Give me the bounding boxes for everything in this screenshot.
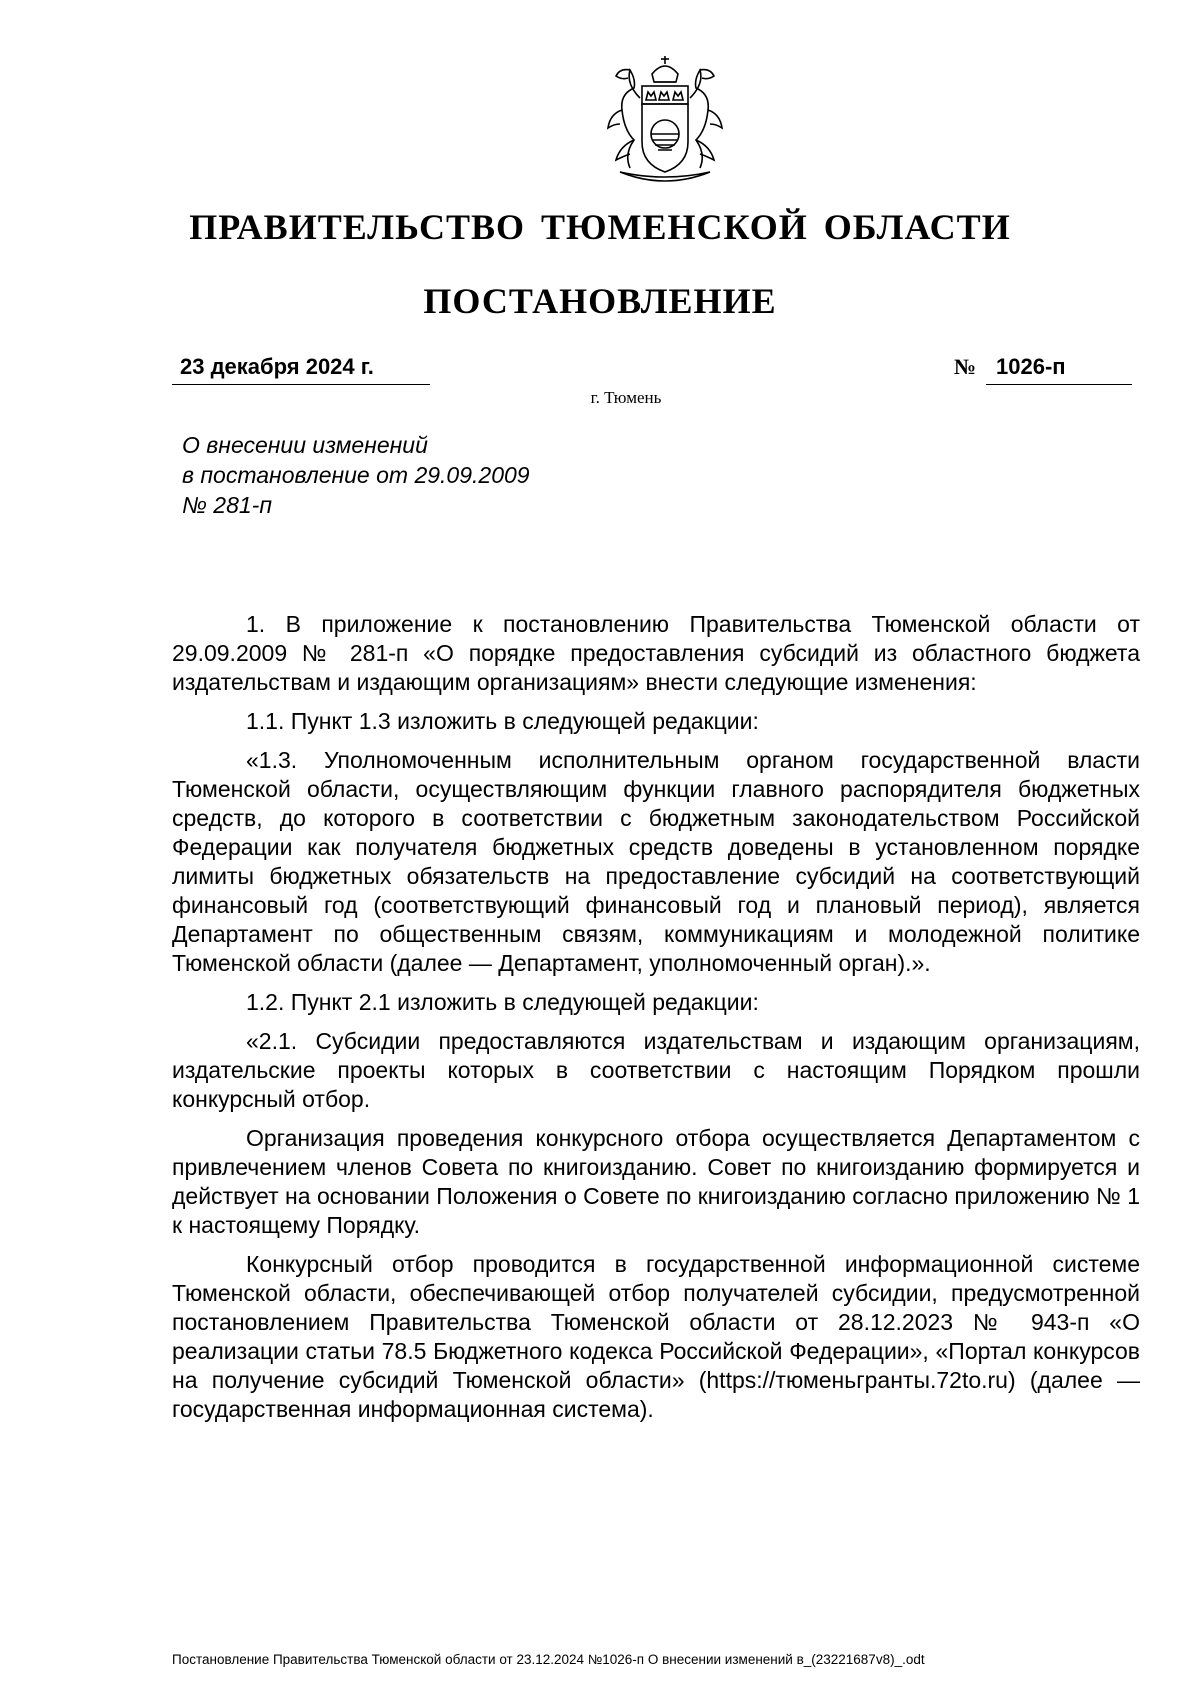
subject-line: О внесении изменений [182,432,428,458]
paragraph: «2.1. Субсидии предоставляются издательствам и издающим организациям, издательские проекты которых в соответствии с настоящим Порядком прошли конкурсный отбор. [172,1028,1140,1112]
document-body [172,610,1140,1434]
document-number: 1026-п [996,354,1066,379]
coat-of-arms-icon [590,54,740,188]
paragraph: Конкурсный отбор проводится в государственной информационной системе Тюменской области, обеспечивающей отбор получателей субсидии, предусмотренной постановлением Правительства Тюменской области от 28.12.2023 № 943-п «О реализации статьи 78.5 Бюджетного кодекса Российской Федерации», «Портал конкурсов на получение субсидий Тюменской области» (https://тюменьгранты.72to.ru) (далее — государственная информационная система). [172,1251,1140,1422]
number-field [986,354,1132,385]
date-field [172,354,430,385]
document-date: 23 декабря 2024 г. [180,354,374,379]
subject-line: № 281-п [182,492,272,518]
document-type: ПОСТАНОВЛЕНИЕ [423,281,777,321]
number-sign: № [954,354,977,379]
city-label: г. Тюмень [590,388,662,407]
government-title: ПРАВИТЕЛЬСТВО ТЮМЕНСКОЙ ОБЛАСТИ [189,207,1011,247]
paragraph: «1.3. Уполномоченным исполнительным органом государственной власти Тюменской области, осуществляющим функции главного распорядителя бюджетных средств, до которого в соответствии с бюджетным законодательством Российской Федерации как получателя бюджетных средств доведены в установленном порядке лимиты бюджетных обязательств на предоставление субсидий на соответствующий финансовый год (соответствующий финансовый год и плановый период), является Департамент по общественным связям, коммуникациям и молодежной политике Тюменской области (далее — Департамент, уполномоченный орган).». [172,747,1140,976]
paragraph: Организация проведения конкурсного отбора осуществляется Департаментом с привлечением членов Совета по книгоизданию. Совет по книгоизданию формируется и действует на основании Положения о Совете по книгоизданию согласно приложению № 1 к настоящему Порядку. [172,1125,1140,1238]
document-subject [182,430,530,520]
paragraph: 1. В приложение к постановлению Правительства Тюменской области от 29.09.2009 № 281-п «О порядке предоставления субсидий из областного бюджета издательствам и издающим организациям» внести следующие изменения: [172,611,1140,695]
paragraph: 1.1. Пункт 1.3 изложить в следующей редакции: [246,708,759,734]
page-footer: Постановление Правительства Тюменской области от 23.12.2024 №1026-п О внесении изменений в_(23221687v8)_.odt [172,1652,925,1667]
subject-line: в постановление от 29.09.2009 [182,462,530,488]
paragraph: 1.2. Пункт 2.1 изложить в следующей редакции: [246,989,759,1015]
